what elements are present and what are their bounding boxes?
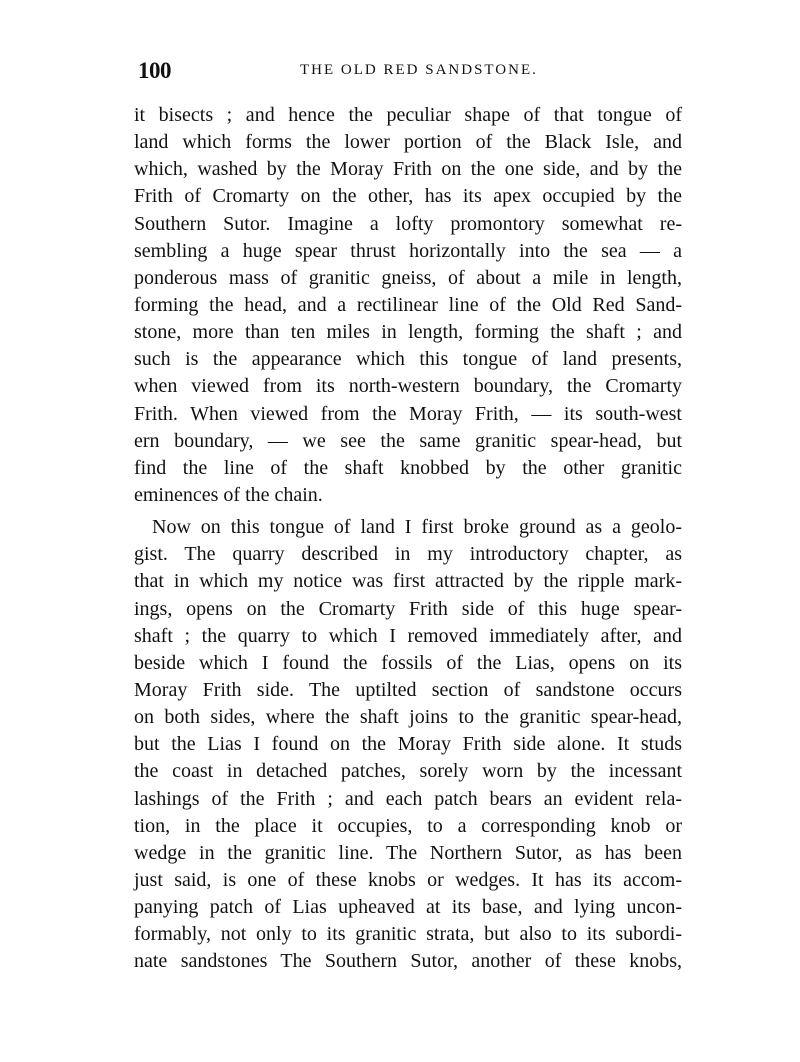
body-text (134, 102, 682, 976)
text-line: tion, in the place it occupies, to a corresponding knob or (134, 814, 682, 837)
text-line: which, washed by the Moray Frith on the one side, and by the (134, 158, 682, 181)
text-line: nate sandstones The Southern Sutor, another of these knobs, (134, 950, 682, 973)
text-line: eminences of the chain. (134, 483, 323, 506)
text-line: the coast in detached patches, sorely worn by the incessant (134, 760, 682, 783)
text-line: but the Lias I found on the Moray Frith side alone. It studs (134, 733, 682, 756)
text-line: Frith. When viewed from the Moray Frith, — its south-west (134, 402, 682, 425)
text-line: just said, is one of these knobs or wedges. It has its accom- (134, 868, 682, 891)
text-line: panying patch of Lias upheaved at its base, and lying uncon- (134, 896, 682, 919)
text-line: forming the head, and a rectilinear line of the Old Red Sand- (134, 293, 682, 316)
running-head (138, 58, 682, 88)
text-line: formably, not only to its granitic strata, but also to its subordi- (134, 923, 682, 946)
running-title: THE OLD RED SANDSTONE. (300, 62, 538, 78)
text-line: Moray Frith side. The uptilted section of sandstone occurs (134, 678, 682, 701)
text-line: ponderous mass of granitic gneiss, of about a mile in length, (134, 266, 682, 289)
text-line: sembling a huge spear thrust horizontally into the sea — a (134, 239, 682, 262)
text-line: wedge in the granitic line. The Northern Sutor, as has been (134, 841, 682, 864)
text-line: shaft ; the quarry to which I removed immediately after, and (134, 624, 682, 647)
text-line: when viewed from its north-western boundary, the Cromarty (134, 375, 682, 398)
text-line: lashings of the Frith ; and each patch bears an evident rela- (134, 787, 682, 810)
text-line: ings, opens on the Cromarty Frith side of this huge spear- (134, 597, 682, 620)
text-line: beside which I found the fossils of the Lias, opens on its (134, 651, 682, 674)
text-line: stone, more than ten miles in length, forming the shaft ; and (134, 321, 682, 344)
text-line: land which forms the lower portion of the Black Isle, and (134, 131, 682, 154)
text-line: that in which my notice was first attracted by the ripple mark- (134, 570, 682, 593)
text-line: such is the appearance which this tongue of land presents, (134, 348, 682, 371)
paragraph-2 (134, 514, 682, 975)
text-line: Southern Sutor. Imagine a lofty promontory somewhat re- (134, 212, 682, 235)
text-line: on both sides, where the shaft joins to the granitic spear-head, (134, 706, 682, 729)
page-number: 100 (138, 58, 171, 83)
text-line: ern boundary, — we see the same granitic spear-head, but (134, 429, 682, 452)
text-line: Frith of Cromarty on the other, has its apex occupied by the (134, 185, 682, 208)
text-line: find the line of the shaft knobbed by the other granitic (134, 456, 682, 479)
text-line: Now on this tongue of land I first broke ground as a geolo- (152, 516, 682, 539)
text-line: gist. The quarry described in my introductory chapter, as (134, 543, 682, 566)
text-line: it bisects ; and hence the peculiar shape of that tongue of (134, 104, 682, 126)
paragraph-1 (134, 102, 682, 509)
